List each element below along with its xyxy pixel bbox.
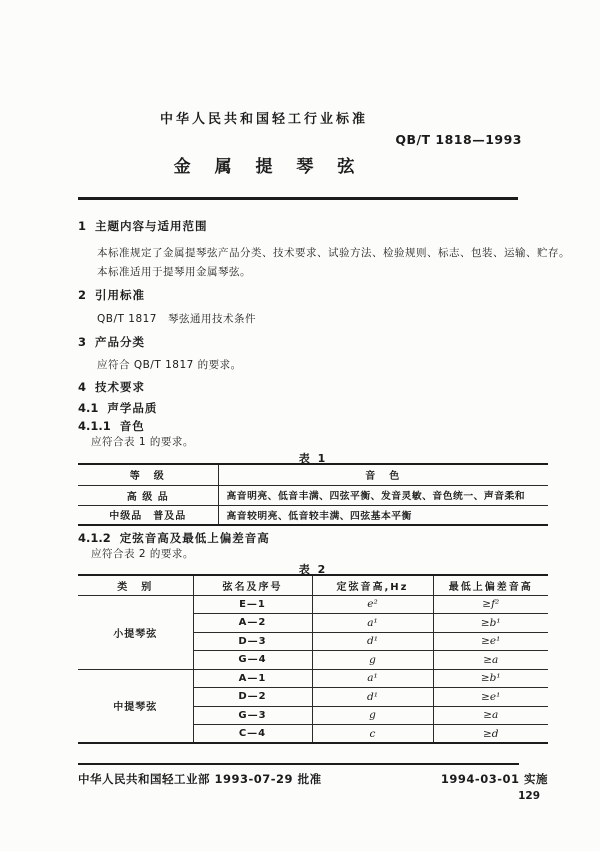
section-number: 4 — [78, 380, 87, 394]
category-cell: 小提琴弦 — [78, 595, 193, 669]
deviation-cell: ≥b¹ — [433, 669, 548, 688]
t2-col-string-name: 弦名及序号 — [193, 575, 312, 595]
deviation-cell: ≥e¹ — [433, 688, 548, 707]
footer-rule — [78, 763, 519, 765]
implementation-text: 1994-03-01 实施 — [440, 772, 548, 786]
timbre-cell: 高音较明亮、低音较丰满、四弦基本平衡 — [218, 505, 548, 525]
table-1 — [78, 463, 548, 526]
deviation-cell: ≥d — [433, 725, 548, 744]
string-cell: E—1 — [193, 595, 312, 614]
table-row — [78, 669, 548, 688]
standard-org-line: 中华人民共和国轻工行业标准 — [159, 112, 368, 127]
string-cell: A—2 — [193, 614, 312, 633]
section-1-paragraph-1: 本标准规定了金属提琴弦产品分类、技术要求、试验方法、检验规则、标志、包装、运输、贮存。 — [97, 247, 570, 259]
category-cell: 中提琴弦 — [78, 669, 193, 743]
deviation-cell: ≥a — [433, 651, 548, 670]
deviation-cell: ≥a — [433, 706, 548, 725]
string-cell: C—4 — [193, 725, 312, 744]
document-title: 金 属 提 琴 弦 — [173, 157, 364, 177]
string-cell: A—1 — [193, 669, 312, 688]
grade-cell: 高 级 品 — [78, 485, 218, 505]
section-1-paragraph-2: 本标准适用于提琴用金属琴弦。 — [97, 266, 251, 278]
table-row — [78, 575, 548, 595]
section-title: 引用标准 — [95, 288, 146, 302]
section-number: 3 — [78, 335, 87, 349]
deviation-cell: ≥f² — [433, 595, 548, 614]
section-number: 4.1 — [78, 401, 99, 415]
string-cell: D—3 — [193, 632, 312, 651]
table-row — [78, 485, 548, 505]
section-1-heading — [78, 218, 548, 234]
t2-col-deviation: 最低上偏差音高 — [433, 575, 548, 595]
pitch-cell: d¹ — [312, 632, 433, 651]
timbre-cell: 高音明亮、低音丰满、四弦平衡、发音灵敏、音色统一、声音柔和 — [218, 485, 548, 505]
section-number: 4.1.2 — [78, 531, 111, 545]
section-4-heading — [78, 379, 548, 395]
section-title: 主题内容与适用范围 — [95, 219, 208, 233]
pitch-cell: d¹ — [312, 688, 433, 707]
standard-code: QB/T 1818—1993 — [395, 132, 522, 147]
table-2 — [78, 574, 548, 744]
table-2-caption: 表 2 — [298, 563, 328, 576]
section-title: 音色 — [119, 419, 145, 433]
table-row — [78, 595, 548, 614]
section-4-1-1-paragraph: 应符合表 1 的要求。 — [91, 436, 194, 448]
t2-col-pitch: 定弦音高,Hz — [312, 575, 433, 595]
section-number: 2 — [78, 288, 87, 302]
header-rule — [78, 197, 518, 200]
table-1-caption: 表 1 — [298, 452, 328, 465]
section-number: 4.1.1 — [78, 419, 111, 433]
section-2-heading — [78, 287, 548, 303]
section-number: 1 — [78, 219, 87, 233]
string-cell: G—3 — [193, 706, 312, 725]
section-4-1-1-heading — [78, 418, 548, 434]
table-row — [78, 505, 548, 525]
section-title: 技术要求 — [95, 380, 146, 394]
pitch-cell: g — [312, 651, 433, 670]
pitch-cell: e² — [312, 595, 433, 614]
table-row — [78, 464, 548, 485]
grade-cell: 中级品 普及品 — [78, 505, 218, 525]
section-4-1-2-paragraph: 应符合表 2 的要求。 — [91, 548, 194, 560]
section-4-1-heading — [78, 400, 548, 416]
section-title: 定弦音高及最低上偏差音高 — [119, 531, 270, 545]
section-4-1-2-heading — [78, 530, 548, 546]
string-cell: D—2 — [193, 688, 312, 707]
section-3-heading — [78, 334, 548, 350]
page-number: 129 — [518, 790, 540, 802]
approval-text: 中华人民共和国轻工业部 1993-07-29 批准 — [78, 772, 322, 786]
pitch-cell: c — [312, 725, 433, 744]
pitch-cell: a¹ — [312, 614, 433, 633]
section-title: 产品分类 — [95, 335, 146, 349]
footer — [78, 771, 548, 787]
deviation-cell: ≥e¹ — [433, 632, 548, 651]
pitch-cell: g — [312, 706, 433, 725]
t1-col-timbre: 音 色 — [218, 464, 548, 485]
t2-col-category: 类 别 — [78, 575, 193, 595]
deviation-cell: ≥b¹ — [433, 614, 548, 633]
section-3-paragraph-1: 应符合 QB/T 1817 的要求。 — [97, 359, 242, 371]
section-2-paragraph-1: QB/T 1817 琴弦通用技术条件 — [97, 313, 256, 325]
pitch-cell: a¹ — [312, 669, 433, 688]
section-title: 声学品质 — [107, 401, 158, 415]
t1-col-grade: 等 级 — [78, 464, 218, 485]
string-cell: G—4 — [193, 651, 312, 670]
